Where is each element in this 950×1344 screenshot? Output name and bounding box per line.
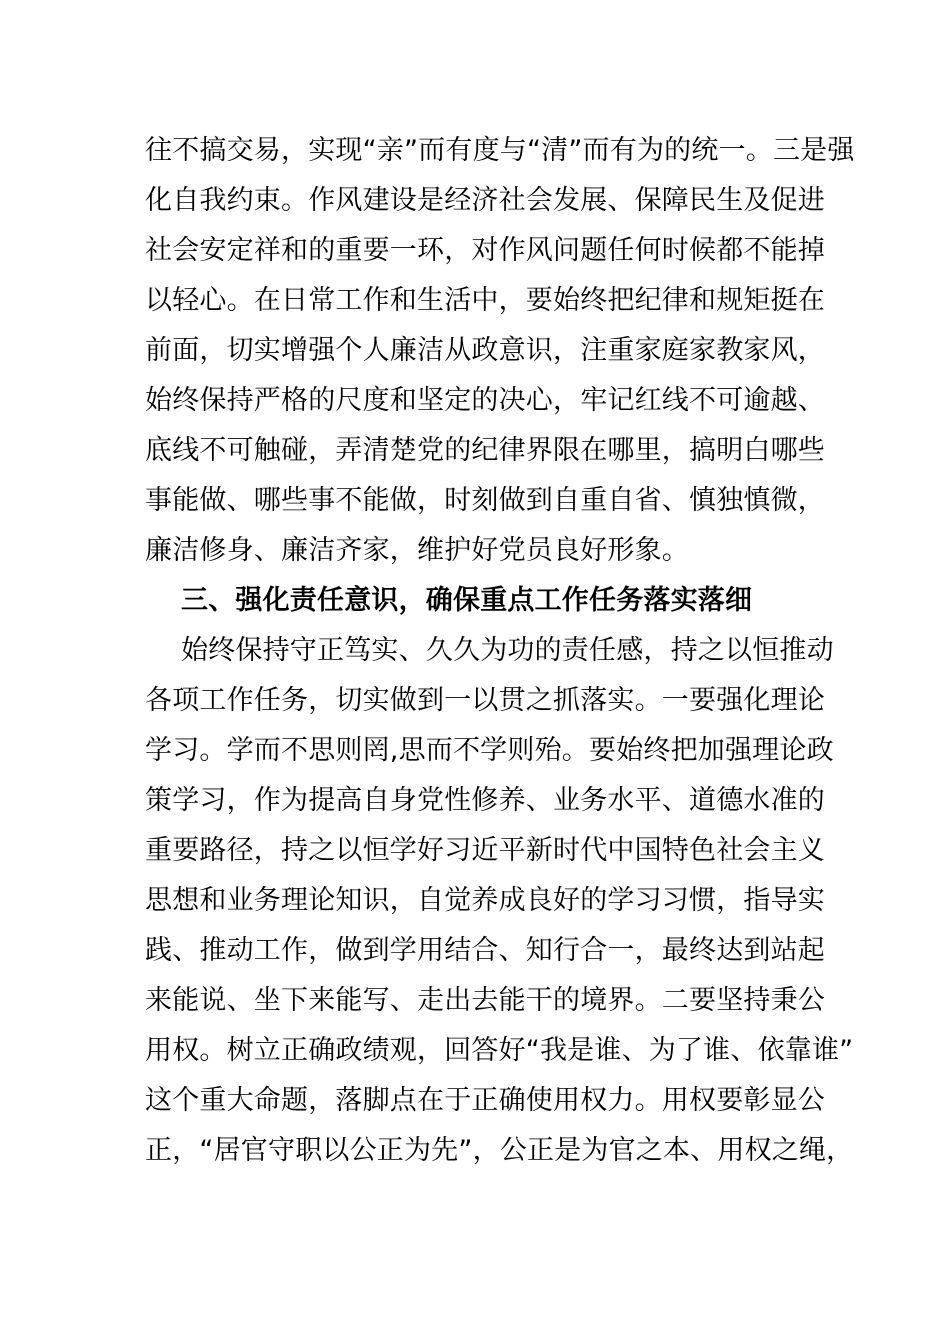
paragraph-1-line-1: 往不搞交易，实现“亲”而有度与“清”而有为的统一。三是强	[145, 135, 855, 166]
paragraph-2-line-4: 策学习，作为提高自身党性修养、业务水平、道德水准的	[145, 785, 825, 816]
paragraph-2-line-2: 各项工作任务，切实做到一以贯之抓落实。一要强化理论	[145, 685, 825, 716]
paragraph-2-line-10: 这个重大命题，落脚点在于正确使用权力。用权要彰显公	[145, 1085, 825, 1116]
paragraph-1-line-5: 前面，切实增强个人廉洁从政意识，注重家庭家教家风，	[145, 335, 825, 366]
paragraph-1-line-9: 廉洁修身、廉洁齐家，维护好党员良好形象。	[145, 535, 689, 566]
paragraph-1-line-3: 社会安定祥和的重要一环，对作风问题任何时候都不能掉	[145, 235, 825, 266]
paragraph-2-line-7: 践、推动工作，做到学用结合、知行合一，最终达到站起	[145, 935, 825, 966]
paragraph-2-line-9: 用权。树立正确政绩观，回答好“我是谁、为了谁、依靠谁”	[145, 1035, 854, 1066]
paragraph-1-line-2: 化自我约束。作风建设是经济社会发展、保障民生及促进	[145, 185, 825, 216]
paragraph-2-line-1: 始终保持守正笃实、久久为功的责任感，持之以恒推动	[181, 635, 834, 666]
paragraph-2-line-8: 来能说、坐下来能写、走出去能干的境界。二要坚持秉公	[145, 985, 825, 1016]
paragraph-2-line-5: 重要路径，持之以恒学好习近平新时代中国特色社会主义	[145, 835, 825, 866]
paragraph-1-line-7: 底线不可触碰，弄清楚党的纪律界限在哪里，搞明白哪些	[145, 435, 825, 466]
paragraph-1-line-4: 以轻心。在日常工作和生活中，要始终把纪律和规矩挺在	[145, 285, 825, 316]
paragraph-1-line-6: 始终保持严格的尺度和坚定的决心，牢记红线不可逾越、	[145, 385, 825, 416]
document-body	[145, 126, 855, 1176]
paragraph-2-line-6: 思想和业务理论知识，自觉养成良好的学习习惯，指导实	[145, 885, 825, 916]
paragraph-2-line-3: 学习。学而不思则罔,思而不学则殆。要始终把加强理论政	[145, 735, 834, 766]
section-heading: 三、强化责任意识，确保重点工作任务落实落细	[181, 585, 753, 616]
paragraph-2-line-11: 正，“居官守职以公正为先”，公正是为官之本、用权之绳，	[145, 1135, 854, 1166]
paragraph-1-line-8: 事能做、哪些事不能做，时刻做到自重自省、慎独慎微，	[145, 485, 825, 516]
